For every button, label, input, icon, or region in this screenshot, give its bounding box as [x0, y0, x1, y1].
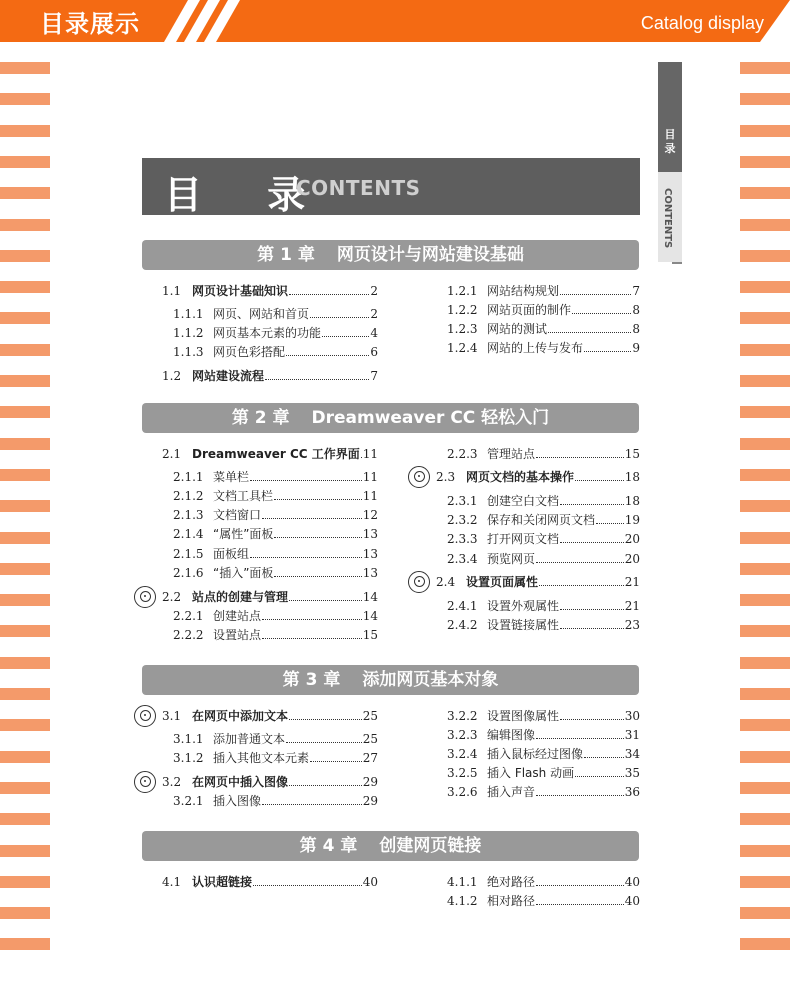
dot-leader	[250, 547, 362, 558]
side-stripe	[740, 719, 790, 731]
entry-page: 13	[362, 547, 378, 561]
entry-number: 1.2.2	[447, 303, 478, 317]
side-stripe	[740, 500, 790, 512]
toc-subsection-entry[interactable]	[447, 784, 640, 801]
entry-title: 网页设计基础知识	[192, 284, 289, 298]
entry-page: 30	[624, 709, 640, 723]
toc-subsection-entry[interactable]	[173, 344, 378, 361]
disc-icon	[134, 586, 156, 608]
entry-title: Dreamweaver CC 工作界面	[192, 447, 360, 461]
toc-header-cn: 目 录	[164, 173, 332, 217]
entry-page: 14	[362, 590, 378, 604]
entry-page: 31	[624, 728, 640, 742]
toc-header-en: CONTENTS	[296, 176, 421, 200]
side-tab-rule	[672, 262, 682, 264]
side-stripe	[0, 219, 50, 231]
entry-number: 4.1	[162, 875, 182, 889]
chapter-heading[interactable]	[142, 240, 639, 270]
entry-page: 2	[370, 307, 378, 321]
entry-number: 2.2.3	[447, 447, 478, 461]
toc-subsection-entry[interactable]	[447, 893, 640, 910]
side-stripe	[0, 813, 50, 825]
toc-section-entry[interactable]	[162, 874, 378, 891]
entry-page: 4	[370, 326, 378, 340]
side-stripe	[740, 657, 790, 669]
side-stripe	[740, 125, 790, 137]
entry-page: 6	[370, 345, 378, 359]
toc-subsection-entry[interactable]	[173, 627, 378, 644]
toc-subsection-entry[interactable]	[173, 793, 378, 810]
entry-page: 20	[624, 532, 640, 546]
dot-leader	[310, 751, 362, 762]
side-stripe	[0, 156, 50, 168]
entry-page: 12	[362, 508, 378, 522]
entry-title: 网站的测试	[487, 322, 548, 336]
side-stripe	[0, 62, 50, 74]
entry-title: 菜单栏	[213, 470, 250, 484]
entry-page: 7	[632, 284, 640, 298]
entry-title: 预览网页	[487, 552, 536, 566]
entry-page: 18	[624, 470, 640, 484]
dot-leader	[560, 284, 631, 295]
dot-leader	[548, 322, 631, 333]
side-stripe	[740, 563, 790, 575]
entry-title: 保存和关闭网页文档	[487, 513, 596, 527]
side-stripe	[0, 438, 50, 450]
side-stripe	[740, 625, 790, 637]
entry-page: 40	[624, 894, 640, 908]
side-stripe	[740, 187, 790, 199]
entry-number: 1.2.1	[447, 284, 478, 298]
entry-page: 7	[370, 369, 378, 383]
entry-page: 36	[624, 785, 640, 799]
toc-subsection-entry[interactable]	[173, 488, 378, 505]
entry-page: 13	[362, 527, 378, 541]
entry-page: 15	[624, 447, 640, 461]
entry-number: 3.2.1	[173, 794, 204, 808]
entry-number: 1.1	[162, 284, 182, 298]
entry-number: 4.1.2	[447, 894, 478, 908]
side-stripe	[0, 344, 50, 356]
entry-number: 1.2	[162, 369, 182, 383]
dot-leader	[289, 709, 362, 720]
entry-page: 8	[632, 322, 640, 336]
entry-title: “插入”面板	[213, 566, 274, 580]
side-stripe	[0, 751, 50, 763]
entry-page: 21	[624, 599, 640, 613]
entry-number: 2.4	[436, 575, 456, 589]
entry-title: 网站建设流程	[192, 369, 265, 383]
side-stripe	[0, 688, 50, 700]
side-stripe	[0, 563, 50, 575]
dot-leader	[274, 489, 362, 500]
entry-number: 1.1.3	[173, 345, 204, 359]
entry-number: 2.1	[162, 447, 182, 461]
dot-leader	[596, 513, 624, 524]
dot-leader	[536, 785, 624, 796]
dot-leader	[572, 303, 631, 314]
dot-leader	[262, 794, 362, 805]
entry-title: 网页基本元素的功能	[213, 326, 322, 340]
entry-page: 15	[362, 628, 378, 642]
side-stripe	[740, 907, 790, 919]
entry-title: “属性”面板	[213, 527, 274, 541]
entry-number: 3.2.5	[447, 766, 478, 780]
entry-title: 插入声音	[487, 785, 536, 799]
entry-title: 创建站点	[213, 609, 262, 623]
toc-section-entry[interactable]	[436, 469, 640, 486]
side-stripe	[740, 312, 790, 324]
entry-number: 2.3	[436, 470, 456, 484]
side-stripe	[0, 719, 50, 731]
toc-subsection-entry[interactable]	[447, 283, 640, 300]
dot-leader	[289, 590, 362, 601]
entry-page: 29	[362, 775, 378, 789]
side-stripe	[740, 156, 790, 168]
chapter-heading[interactable]	[142, 665, 639, 695]
entry-number: 2.3.1	[447, 494, 478, 508]
toc-subsection-entry[interactable]	[173, 469, 378, 486]
dot-leader	[286, 345, 369, 356]
entry-title: 设置页面属性	[466, 575, 539, 589]
entry-title: 创建空白文档	[487, 494, 560, 508]
entry-title: 相对路径	[487, 894, 536, 908]
toc-subsection-entry[interactable]	[173, 526, 378, 543]
dot-leader	[536, 447, 624, 458]
entry-page: 11	[362, 447, 378, 461]
entry-title: 插入其他文本元素	[213, 751, 310, 765]
toc-subsection-entry[interactable]	[447, 302, 640, 319]
side-stripe	[740, 62, 790, 74]
dot-leader	[575, 766, 624, 777]
chapter-heading[interactable]	[142, 831, 639, 861]
side-stripe	[0, 657, 50, 669]
side-stripe	[0, 93, 50, 105]
side-stripe	[740, 813, 790, 825]
entry-number: 2.2	[162, 590, 182, 604]
side-tab-en: CONTENTS	[662, 188, 673, 249]
entry-number: 3.2	[162, 775, 182, 789]
entry-title: 插入 Flash 动画	[487, 766, 575, 780]
entry-page: 20	[624, 552, 640, 566]
dot-leader	[584, 341, 631, 352]
entry-title: 网页、网站和首页	[213, 307, 310, 321]
toc-subsection-entry[interactable]	[173, 731, 378, 748]
entry-page: 11	[362, 470, 378, 484]
entry-number: 1.2.4	[447, 341, 478, 355]
entry-number: 2.2.1	[173, 609, 204, 623]
entry-page: 25	[362, 709, 378, 723]
dot-leader	[560, 532, 624, 543]
entry-number: 2.2.2	[173, 628, 204, 642]
side-stripe	[0, 500, 50, 512]
entry-page: 8	[632, 303, 640, 317]
toc-subsection-entry[interactable]	[173, 507, 378, 524]
entry-title: 网站页面的制作	[487, 303, 572, 317]
entry-number: 2.1.3	[173, 508, 204, 522]
entry-page: 11	[362, 489, 378, 503]
toc-section-entry[interactable]	[162, 589, 378, 606]
side-stripe	[740, 250, 790, 262]
toc-subsection-entry[interactable]	[447, 617, 640, 634]
chapter-number: 第 4 章	[299, 836, 358, 856]
dot-leader	[262, 508, 362, 519]
entry-title: 设置外观属性	[487, 599, 560, 613]
entry-number: 2.1.2	[173, 489, 204, 503]
side-stripe	[0, 375, 50, 387]
entry-title: 在网页中插入图像	[192, 775, 289, 789]
dot-leader	[536, 552, 624, 563]
side-stripe	[740, 344, 790, 356]
toc-subsection-entry[interactable]	[447, 321, 640, 338]
side-stripe	[740, 438, 790, 450]
side-stripe	[0, 125, 50, 137]
toc-section-entry[interactable]	[162, 446, 378, 463]
side-stripe	[0, 876, 50, 888]
side-stripe	[0, 532, 50, 544]
entry-title: 添加普通文本	[213, 732, 286, 746]
side-stripe	[740, 938, 790, 950]
side-stripe	[740, 751, 790, 763]
entry-title: 设置链接属性	[487, 618, 560, 632]
dot-leader	[575, 470, 624, 481]
entry-title: 站点的创建与管理	[192, 590, 289, 604]
side-stripe	[740, 594, 790, 606]
side-stripe	[740, 406, 790, 418]
side-stripe	[0, 594, 50, 606]
toc-subsection-entry[interactable]	[447, 493, 640, 510]
dot-leader	[536, 894, 624, 905]
entry-number: 4.1.1	[447, 875, 478, 889]
chapter-title: 创建网页链接	[379, 836, 482, 856]
toc-subsection-entry[interactable]	[173, 565, 378, 582]
entry-page: 40	[624, 875, 640, 889]
dot-leader	[361, 447, 362, 458]
toc-subsection-entry[interactable]	[447, 727, 640, 744]
dot-leader	[262, 609, 362, 620]
dot-leader	[262, 628, 362, 639]
side-stripe	[0, 782, 50, 794]
entry-title: 插入图像	[213, 794, 262, 808]
side-stripe	[0, 250, 50, 262]
side-stripe	[0, 845, 50, 857]
side-stripe	[740, 219, 790, 231]
toc-subsection-entry[interactable]	[173, 750, 378, 767]
entry-page: 23	[624, 618, 640, 632]
toc-subsection-entry[interactable]	[447, 446, 640, 463]
dot-leader	[274, 527, 361, 538]
top-banner	[0, 0, 790, 42]
entry-number: 3.2.2	[447, 709, 478, 723]
chapter-number: 第 2 章	[231, 408, 290, 428]
side-stripe	[0, 406, 50, 418]
side-stripe	[0, 187, 50, 199]
entry-title: 设置站点	[213, 628, 262, 642]
toc-subsection-entry[interactable]	[447, 746, 640, 763]
chapter-number: 第 1 章	[257, 245, 315, 265]
side-stripe	[740, 845, 790, 857]
toc-section-entry[interactable]	[162, 708, 378, 725]
dot-leader	[286, 732, 362, 743]
dot-leader	[253, 875, 362, 886]
dot-leader	[584, 747, 624, 758]
chapter-number: 第 3 章	[282, 670, 341, 690]
side-stripe	[0, 938, 50, 950]
entry-title: 管理站点	[487, 447, 536, 461]
banner-title: 目录展示	[40, 10, 140, 38]
entry-number: 2.3.2	[447, 513, 478, 527]
toc-subsection-entry[interactable]	[447, 874, 640, 891]
entry-page: 14	[362, 609, 378, 623]
toc-subsection-entry[interactable]	[173, 325, 378, 342]
entry-title: 面板组	[213, 547, 250, 561]
entry-number: 2.3.4	[447, 552, 478, 566]
toc-section-entry[interactable]	[162, 283, 378, 300]
side-stripe	[0, 281, 50, 293]
entry-title: 认识超链接	[192, 875, 253, 889]
side-tab	[658, 62, 682, 262]
toc-subsection-entry[interactable]	[173, 546, 378, 563]
chapter-title: Dreamweaver CC 轻松入门	[311, 408, 550, 428]
dot-leader	[560, 599, 624, 610]
toc-subsection-entry[interactable]	[173, 608, 378, 625]
dot-leader	[539, 575, 624, 586]
entry-page: 40	[362, 875, 378, 889]
toc-header	[142, 158, 640, 215]
entry-page: 2	[370, 284, 378, 298]
entry-page: 18	[624, 494, 640, 508]
toc-subsection-entry[interactable]	[447, 531, 640, 548]
entry-page: 29	[362, 794, 378, 808]
entry-number: 2.1.6	[173, 566, 204, 580]
entry-page: 35	[624, 766, 640, 780]
entry-title: 网页文档的基本操作	[466, 470, 575, 484]
dot-leader	[536, 875, 624, 886]
side-stripe	[740, 281, 790, 293]
chapter-title: 添加网页基本对象	[362, 670, 499, 690]
entry-number: 2.1.4	[173, 527, 204, 541]
entry-page: 19	[624, 513, 640, 527]
entry-number: 2.4.2	[447, 618, 478, 632]
entry-number: 1.1.2	[173, 326, 204, 340]
entry-title: 在网页中添加文本	[192, 709, 289, 723]
entry-number: 2.1.5	[173, 547, 204, 561]
entry-number: 3.1.1	[173, 732, 204, 746]
banner-subtitle: Catalog display	[640, 13, 764, 33]
entry-number: 1.2.3	[447, 322, 478, 336]
toc-subsection-entry[interactable]	[447, 551, 640, 568]
disc-icon	[134, 771, 156, 793]
entry-title: 网站结构规划	[487, 284, 560, 298]
entry-title: 文档窗口	[213, 508, 262, 522]
chapter-heading[interactable]	[142, 403, 639, 433]
entry-number: 3.2.6	[447, 785, 478, 799]
entry-page: 9	[632, 341, 640, 355]
side-tab-cn: 目录	[664, 128, 676, 155]
entry-title: 编辑图像	[487, 728, 536, 742]
dot-leader	[560, 709, 624, 720]
disc-icon	[134, 705, 156, 727]
entry-number: 2.3.3	[447, 532, 478, 546]
side-stripe	[740, 876, 790, 888]
side-stripe	[740, 532, 790, 544]
entry-page: 25	[362, 732, 378, 746]
side-stripe	[740, 782, 790, 794]
entry-number: 3.1.2	[173, 751, 204, 765]
side-stripe	[0, 312, 50, 324]
entry-title: 插入鼠标经过图像	[487, 747, 584, 761]
entry-number: 3.2.3	[447, 728, 478, 742]
dot-leader	[274, 566, 361, 577]
dot-leader	[265, 369, 369, 380]
entry-number: 1.1.1	[173, 307, 204, 321]
entry-title: 网页色彩搭配	[213, 345, 286, 359]
dot-leader	[289, 284, 369, 295]
entry-page: 13	[362, 566, 378, 580]
entry-title: 文档工具栏	[213, 489, 274, 503]
dot-leader	[250, 470, 362, 481]
entry-title: 绝对路径	[487, 875, 536, 889]
dot-leader	[560, 618, 624, 629]
side-stripe	[740, 469, 790, 481]
dot-leader	[536, 728, 624, 739]
side-stripe	[0, 907, 50, 919]
toc-section-entry[interactable]	[436, 574, 640, 591]
dot-leader	[289, 775, 362, 786]
dot-leader	[560, 494, 624, 505]
dot-leader	[322, 326, 369, 337]
side-stripe	[740, 375, 790, 387]
toc-subsection-entry[interactable]	[173, 306, 378, 323]
toc-subsection-entry[interactable]	[447, 598, 640, 615]
side-stripe	[740, 93, 790, 105]
toc-subsection-entry[interactable]	[447, 340, 640, 357]
dot-leader	[310, 307, 369, 318]
side-stripe	[0, 469, 50, 481]
entry-page: 27	[362, 751, 378, 765]
entry-title: 网站的上传与发布	[487, 341, 584, 355]
chapter-title: 网页设计与网站建设基础	[336, 245, 524, 265]
entry-number: 2.4.1	[447, 599, 478, 613]
entry-title: 设置图像属性	[487, 709, 560, 723]
toc-subsection-entry[interactable]	[447, 512, 640, 529]
toc-subsection-entry[interactable]	[447, 708, 640, 725]
entry-page: 21	[624, 575, 640, 589]
side-stripe	[740, 688, 790, 700]
disc-icon	[408, 466, 430, 488]
entry-number: 2.1.1	[173, 470, 204, 484]
toc-section-entry[interactable]	[162, 774, 378, 791]
toc-section-entry[interactable]	[162, 368, 378, 385]
toc-subsection-entry[interactable]	[447, 765, 640, 782]
disc-icon	[408, 571, 430, 593]
entry-title: 打开网页文档	[487, 532, 560, 546]
side-stripe	[0, 625, 50, 637]
entry-number: 3.1	[162, 709, 182, 723]
entry-number: 3.2.4	[447, 747, 478, 761]
entry-page: 34	[624, 747, 640, 761]
